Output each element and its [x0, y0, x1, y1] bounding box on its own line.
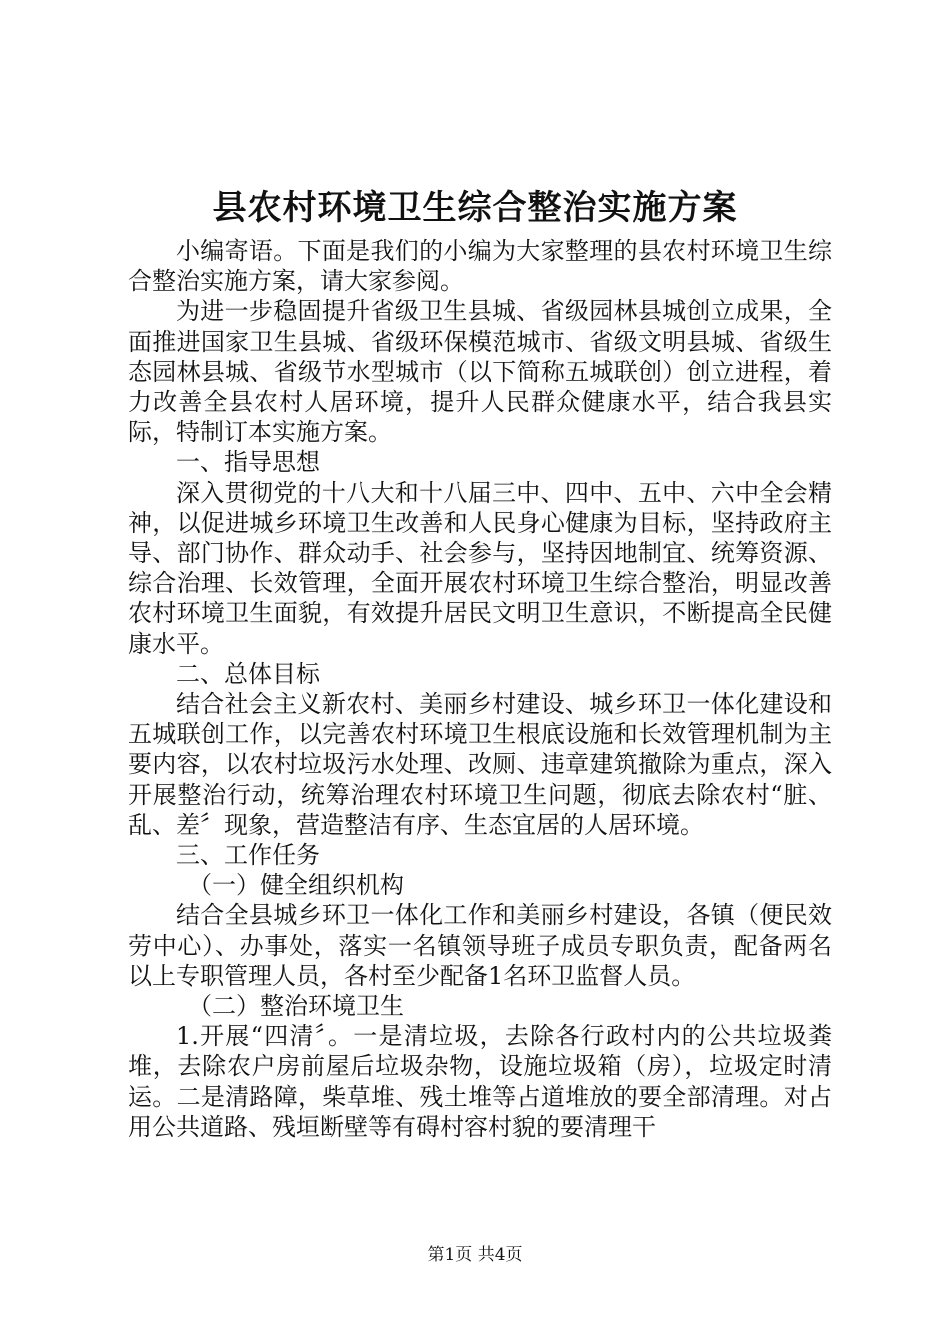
paragraph-organization: 结合全县城乡环卫一体化工作和美丽乡村建设，各镇（便民效劳中心）、办事处，落实一名镇领导班子成员专职负责，配备两名以上专职管理人员，各村至少配备1名环卫监督人员。 [128, 901, 832, 990]
section-heading-overall-goal: 二、总体目标 [176, 659, 320, 688]
document-body [128, 236, 832, 1142]
section-heading-work-tasks: 三、工作任务 [176, 841, 320, 870]
paragraph-intro: 小编寄语。下面是我们的小编为大家整理的县农村环境卫生综合整治实施方案，请大家参阅。 [128, 237, 832, 296]
page-footer: 第1页 共4页 [427, 1245, 523, 1265]
paragraph-four-cleanups: 1.开展“四清〞。一是清垃圾，去除各行政村内的公共垃圾粪堆，去除农户房前屋后垃圾杂物，设施垃圾箱（房），垃圾定时清运。二是清路障，柴草堆、残土堆等占道堆放的要全部清理。对占用公共道路、残垣断壁等有碍村容村貌的要清理干 [128, 1022, 832, 1141]
section-heading-guiding-ideology: 一、指导思想 [176, 448, 320, 477]
subsection-heading-organization: （一）健全组织机构 [188, 871, 404, 900]
document-title: 县农村环境卫生综合整治实施方案 [212, 188, 738, 228]
paragraph-guiding-ideology: 深入贯彻党的十八大和十八届三中、四中、五中、六中全会精神，以促进城乡环境卫生改善和人民身心健康为目标，坚持政府主导、部门协作、群众动手、社会参与，坚持因地制宜、统筹资源、综合治理、长效管理，全面开展农村环境卫生综合整治，明显改善农村环境卫生面貌，有效提升居民文明卫生意识，不断提高全民健康水平。 [128, 478, 832, 658]
paragraph-overall-goal: 结合社会主义新农村、美丽乡村建设、城乡环卫一体化建设和五城联创工作，以完善农村环境卫生根底设施和长效管理机制为主要内容，以农村垃圾污水处理、改厕、违章建筑撤除为重点，深入开展整治行动，统筹治理农村环境卫生问题，彻底去除农村“脏、乱、差〞现象，营造整洁有序、生态宜居的人居环境。 [128, 690, 832, 839]
subsection-heading-sanitation: （二）整治环境卫生 [188, 992, 404, 1021]
paragraph-purpose: 为进一步稳固提升省级卫生县城、省级园林县城创立成果，全面推进国家卫生县城、省级环保模范城市、省级文明县城、省级生态园林县城、省级节水型城市（以下简称五城联创）创立进程，着力改善全县农村人居环境，提升人民群众健康水平，结合我县实际，特制订本实施方案。 [128, 297, 832, 447]
